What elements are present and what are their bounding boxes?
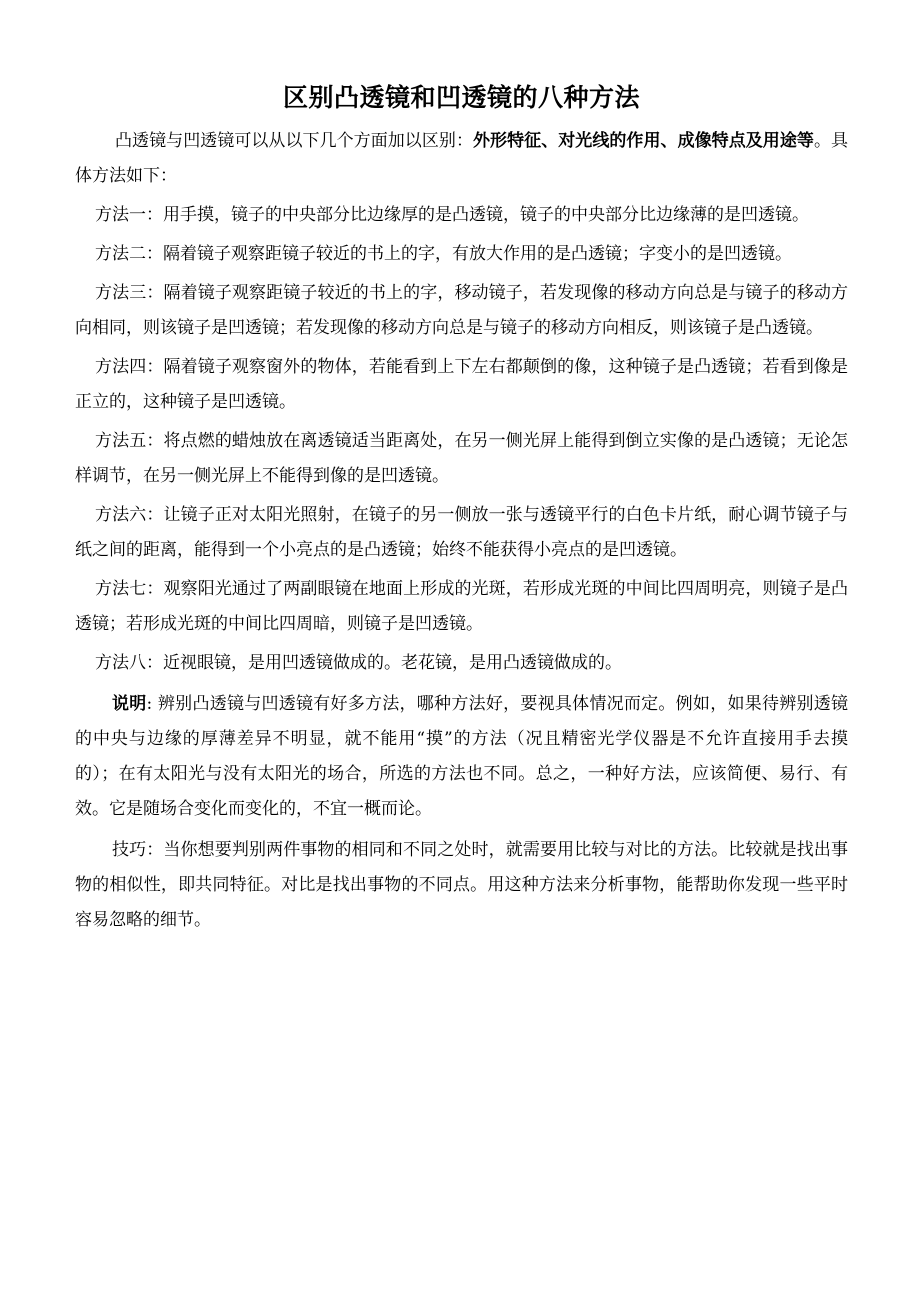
method-4: 方法四：隔着镜子观察窗外的物体，若能看到上下左右都颠倒的像，这种镜子是凸透镜；若看到像是正立的，这种镜子是凹透镜。 — [75, 357, 848, 412]
note-label: 说明 — [112, 694, 147, 714]
method-3: 方法三：隔着镜子观察距镜子较近的书上的字，移动镜子，若发现像的移动方向总是与镜子的移动方向相同，则该镜子是凹透镜；若发现像的移动方向总是与镜子的移动方向相反，则该镜子是凸透镜。 — [75, 283, 848, 338]
method-6: 方法六：让镜子正对太阳光照射，在镜子的另一侧放一张与透镜平行的白色卡片纸，耐心调节镜子与纸之间的距离，能得到一个小亮点的是凸透镜；始终不能获得小亮点的是凹透镜。 — [75, 505, 848, 560]
note-paragraph — [75, 687, 848, 827]
intro-bold-summary: 外形特征、对光线的作用、成像特点及用途等 — [473, 131, 814, 151]
intro-paragraph — [75, 124, 848, 194]
document-title: 区别凸透镜和凹透镜的八种方法 — [282, 83, 640, 112]
method-7: 方法七：观察阳光通过了两副眼镜在地面上形成的光斑，若形成光斑的中间比四周明亮，则镜子是凸透镜；若形成光斑的中间比四周暗，则镜子是凹透镜。 — [75, 579, 848, 634]
method-8: 方法八：近视眼镜，是用凹透镜做成的。老花镜，是用凸透镜做成的。 — [95, 653, 622, 673]
method-5: 方法五：将点燃的蜡烛放在离透镜适当距离处，在另一侧光屏上能得到倒立实像的是凸透镜；无论怎样调节，在另一侧光屏上不能得到像的是凹透镜。 — [75, 431, 848, 486]
method-1: 方法一：用手摸，镜子的中央部分比边缘厚的是凸透镜，镜子的中央部分比边缘薄的是凹透镜。 — [95, 205, 809, 225]
tip-paragraph: 技巧：当你想要判别两件事物的相同和不同之处时，就需要用比较与对比的方法。比较就是找出事物的相似性，即共同特征。对比是找出事物的不同点。用这种方法来分析事物，能帮助你发现一些平时容易忽略的细节。 — [75, 840, 848, 930]
intro-lead: 凸透镜与凹透镜可以从以下几个方面加以区别： — [115, 131, 473, 151]
intro-tail: 。具体方法如下： — [75, 131, 849, 186]
note-text: : 辨别凸透镜与凹透镜有好多方法，哪种方法好，要视具体情况而定。例如，如果待辨别透镜的中央与边缘的厚薄差异不明显，就不能用“摸”的方法（况且精密光学仪器是不允许直接用手去摸的）；在有太阳光与没有太阳光的场合，所选的方法也不同。总之，一种好方法，应该简便、易行、有效。它是随场合变化而变化的，不宜一概而论。 — [75, 694, 849, 819]
method-2: 方法二：隔着镜子观察距镜子较近的书上的字，有放大作用的是凸透镜；字变小的是凹透镜。 — [95, 244, 792, 264]
